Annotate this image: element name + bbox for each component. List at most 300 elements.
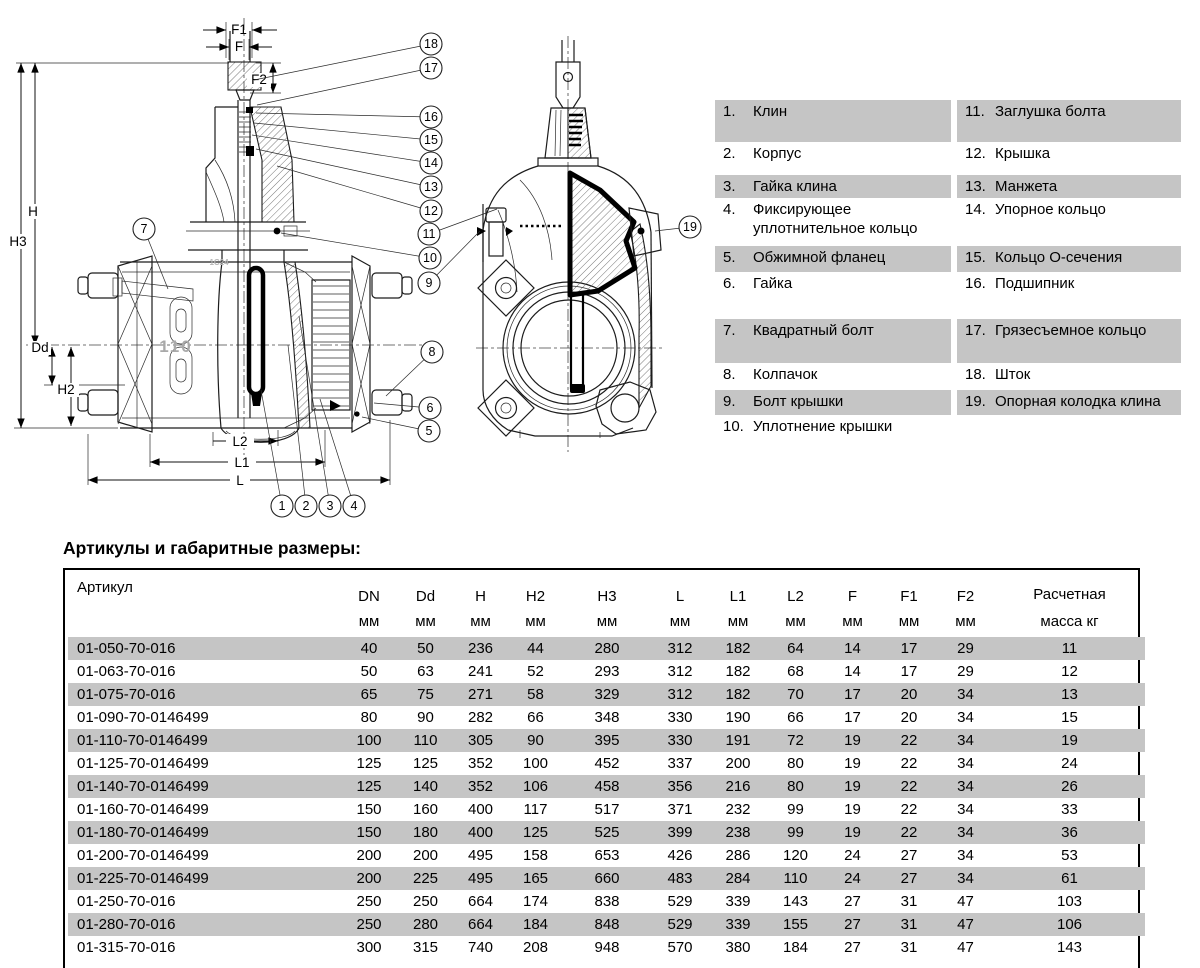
cell-h3: 452 <box>594 755 620 772</box>
parts-list-row <box>715 142 1181 175</box>
svg-text:5: 5 <box>425 424 433 439</box>
part-item-9 <box>715 390 951 415</box>
cell-l2: 184 <box>782 939 809 956</box>
parts-list-row <box>715 415 1181 445</box>
cell-f: 19 <box>844 824 861 841</box>
cell-l: 529 <box>667 893 693 910</box>
cell-f1: 27 <box>900 847 918 864</box>
cell-h3: 660 <box>594 870 620 887</box>
cell-h2: 106 <box>522 778 549 795</box>
svg-text:13: 13 <box>424 180 438 195</box>
cell-artikul: 01-063-70-016 <box>77 663 176 680</box>
col-header-h3: H3 <box>597 587 617 605</box>
dim-label-dd: Dd <box>31 340 49 355</box>
unit-header: мм <box>415 613 436 631</box>
callout-18 <box>254 33 442 80</box>
cell-dn: 150 <box>356 801 382 818</box>
part-item-11 <box>957 100 1181 142</box>
cell-mass: 19 <box>1061 732 1078 749</box>
cell-l1: 216 <box>725 778 751 795</box>
cell-f1: 20 <box>900 686 918 703</box>
part-item-2 <box>715 142 951 175</box>
cell-h2: 125 <box>522 824 549 841</box>
cell-mass: 106 <box>1056 916 1083 933</box>
svg-text:2: 2 <box>302 499 310 514</box>
parts-list-row <box>715 390 1181 415</box>
svg-text:16: 16 <box>424 110 438 125</box>
body-marking: 110 <box>159 337 193 356</box>
cell-l1: 339 <box>725 893 751 910</box>
cell-artikul: 01-140-70-0146499 <box>77 778 209 795</box>
cell-f1: 17 <box>900 663 918 680</box>
cell-h3: 293 <box>594 663 620 680</box>
cell-h: 352 <box>467 755 494 772</box>
col-header-l: L <box>675 587 685 605</box>
cell-h2: 208 <box>522 939 549 956</box>
cell-h2: 66 <box>527 709 544 726</box>
cell-h: 740 <box>467 939 494 956</box>
cell-mass: 103 <box>1056 893 1083 910</box>
cell-dn: 100 <box>356 732 382 749</box>
col-header-f: F <box>847 587 858 605</box>
table-row-01-075-70-016 <box>68 683 1145 706</box>
cell-dd: 90 <box>417 709 434 726</box>
svg-text:10: 10 <box>423 251 437 266</box>
cell-l: 330 <box>667 709 693 726</box>
cell-f1: 22 <box>900 732 918 749</box>
cell-dn: 125 <box>356 755 382 772</box>
parts-list-row <box>715 319 1181 363</box>
parts-list <box>715 100 1181 445</box>
cell-h2: 165 <box>522 870 549 887</box>
col-header-h: H <box>475 587 486 605</box>
cell-f: 24 <box>844 870 861 887</box>
dim-label-h2: H2 <box>57 382 75 397</box>
cell-f2: 34 <box>957 847 974 864</box>
cell-h3: 395 <box>594 732 620 749</box>
cell-h2: 174 <box>522 893 549 910</box>
cell-h: 400 <box>467 824 494 841</box>
col-header-l2: L2 <box>787 587 804 605</box>
right-compression-flange <box>352 256 370 432</box>
cell-h3: 838 <box>594 893 620 910</box>
bonnet-bolt <box>274 228 281 235</box>
parts-list-row <box>715 175 1181 198</box>
cell-dd: 225 <box>412 870 439 887</box>
cell-h: 271 <box>467 686 494 703</box>
cell-f2: 34 <box>957 870 974 887</box>
part-number: 14. <box>965 201 986 218</box>
cell-h: 400 <box>467 801 494 818</box>
cell-f2: 34 <box>957 801 974 818</box>
cell-dn: 200 <box>356 847 382 864</box>
table-row-01-225-70-0146499 <box>68 867 1145 890</box>
col-header-artikul: Артикул <box>77 579 133 596</box>
cell-dn: 250 <box>356 916 382 933</box>
cell-l: 371 <box>667 801 693 818</box>
cell-dn: 300 <box>356 939 382 956</box>
cell-h2: 52 <box>527 663 544 680</box>
cell-dn: 80 <box>360 709 378 726</box>
cell-f1: 27 <box>900 870 918 887</box>
svg-text:14: 14 <box>424 156 438 171</box>
cell-f: 24 <box>844 847 861 864</box>
part-number: 18. <box>965 366 986 383</box>
wedge <box>249 268 263 394</box>
svg-text:18: 18 <box>424 37 438 52</box>
square-bolt <box>122 281 193 301</box>
part-number: 12. <box>965 145 986 162</box>
table-header-row <box>68 572 1145 607</box>
table-title: Артикулы и габаритные размеры: <box>63 538 361 558</box>
cell-f2: 29 <box>957 640 974 657</box>
parts-list-row <box>715 272 1181 319</box>
cell-artikul: 01-315-70-016 <box>77 939 176 956</box>
part-label: Болт крышки <box>753 393 844 410</box>
cell-l1: 182 <box>725 686 751 703</box>
cell-f1: 17 <box>900 640 918 657</box>
unit-header: мм <box>596 613 618 631</box>
cell-f: 27 <box>844 916 861 933</box>
cell-dd: 280 <box>412 916 439 933</box>
cell-l2: 72 <box>787 732 804 749</box>
cell-dd: 75 <box>417 686 434 703</box>
cell-h3: 280 <box>594 640 620 657</box>
cell-dn: 150 <box>356 824 382 841</box>
cell-f1: 31 <box>900 916 918 933</box>
cell-h: 495 <box>467 870 494 887</box>
part-item-10 <box>715 415 951 445</box>
unit-header: мм <box>358 613 380 631</box>
dim-label-h3: H3 <box>9 234 27 249</box>
part-label: Корпус <box>753 145 802 162</box>
cell-l2: 70 <box>787 686 804 703</box>
cell-f: 17 <box>844 686 861 703</box>
cell-f: 19 <box>844 778 861 795</box>
cell-h3: 848 <box>594 916 620 933</box>
part-label: Упорное кольцо <box>995 201 1106 218</box>
svg-text:17: 17 <box>424 61 438 76</box>
part-number: 17. <box>965 322 986 339</box>
cell-l: 330 <box>667 732 693 749</box>
table-row-01-063-70-016 <box>68 660 1145 683</box>
part-item-4 <box>715 198 951 246</box>
cell-mass: 11 <box>1061 640 1078 657</box>
mass-header-line: Расчетная <box>1033 586 1106 603</box>
cell-h: 282 <box>467 709 494 726</box>
cell-h2: 58 <box>527 686 544 703</box>
cell-f: 14 <box>844 663 861 680</box>
part-number: 19. <box>965 393 986 410</box>
cell-f: 19 <box>844 801 861 818</box>
part-item-18 <box>957 363 1181 390</box>
callout-8 <box>386 341 443 396</box>
cell-f: 14 <box>844 640 861 657</box>
svg-text:11: 11 <box>422 227 436 242</box>
part-item-13 <box>957 175 1181 198</box>
part-item-16 <box>957 272 1181 319</box>
unit-header: мм <box>955 613 976 631</box>
cell-h: 305 <box>467 732 494 749</box>
cell-mass: 53 <box>1061 847 1078 864</box>
cell-l2: 143 <box>782 893 809 910</box>
cell-dd: 250 <box>412 893 439 910</box>
cell-artikul: 01-180-70-0146499 <box>77 824 209 841</box>
svg-text:12: 12 <box>424 204 438 219</box>
part-number: 7. <box>723 322 736 339</box>
valve-section-view <box>26 18 424 462</box>
svg-text:8: 8 <box>428 345 436 360</box>
col-header-dd: Dd <box>415 587 436 605</box>
cell-dd: 140 <box>412 778 439 795</box>
table-row-01-180-70-0146499 <box>68 821 1145 844</box>
svg-text:1: 1 <box>278 499 286 514</box>
part-label: Квадратный болт <box>753 322 874 339</box>
unit-header: мм <box>669 613 691 631</box>
table-row-01-250-70-016 <box>68 890 1145 913</box>
part-number: 9. <box>723 393 736 410</box>
table-row-01-160-70-0146499 <box>68 798 1145 821</box>
cell-mass: 61 <box>1061 870 1078 887</box>
cell-l1: 200 <box>725 755 751 772</box>
table-row-01-090-70-0146499 <box>68 706 1145 729</box>
callout-7 <box>133 218 168 289</box>
cell-dd: 200 <box>412 847 439 864</box>
cell-dn: 50 <box>360 663 378 680</box>
cell-mass: 12 <box>1061 663 1078 680</box>
part-label: Колпачок <box>753 366 818 383</box>
cell-l2: 80 <box>787 755 804 772</box>
svg-text:15: 15 <box>424 133 438 148</box>
part-number: 16. <box>965 275 986 292</box>
cell-l: 312 <box>667 663 693 680</box>
callout-19 <box>655 216 701 238</box>
cell-l2: 66 <box>787 709 804 726</box>
cell-f1: 31 <box>900 939 918 956</box>
part-label: Заглушка болта <box>995 103 1106 120</box>
cell-artikul: 01-110-70-0146499 <box>77 732 208 749</box>
cell-l: 483 <box>667 870 693 887</box>
cell-f2: 47 <box>957 939 974 956</box>
dimensions-table-box <box>63 568 1140 968</box>
cell-dn: 40 <box>360 640 378 657</box>
part-item-17 <box>957 319 1181 363</box>
callout-10 <box>281 233 441 269</box>
cell-h2: 184 <box>522 916 549 933</box>
cell-h3: 653 <box>594 847 620 864</box>
parts-list-row <box>715 246 1181 272</box>
part-label: Манжета <box>995 178 1058 195</box>
cell-f1: 20 <box>900 709 918 726</box>
cell-dd: 315 <box>412 939 439 956</box>
part-number: 6. <box>723 275 736 292</box>
cell-l1: 232 <box>725 801 751 818</box>
cell-artikul: 01-125-70-0146499 <box>77 755 209 772</box>
cell-f1: 31 <box>900 893 918 910</box>
cell-h3: 948 <box>594 939 620 956</box>
callout-1 <box>261 390 293 517</box>
cell-l2: 64 <box>787 640 804 657</box>
cell-h: 495 <box>467 847 494 864</box>
cell-l: 399 <box>667 824 693 841</box>
table-row-01-125-70-0146499 <box>68 752 1145 775</box>
cell-dn: 200 <box>356 870 382 887</box>
callout-5 <box>362 417 440 442</box>
dimensions-section <box>63 538 1140 968</box>
cell-l1: 286 <box>725 847 751 864</box>
cell-l1: 380 <box>725 939 751 956</box>
part-label: Грязесъемное кольцо <box>995 322 1147 339</box>
cell-l2: 110 <box>783 870 808 887</box>
cell-dd: 50 <box>417 640 434 657</box>
unit-header: мм <box>842 613 863 631</box>
cell-h2: 158 <box>522 847 549 864</box>
cell-f: 27 <box>844 939 861 956</box>
cell-dd: 160 <box>412 801 439 818</box>
part-number: 1. <box>723 103 736 120</box>
part-label: Шток <box>995 366 1031 383</box>
part-number: 8. <box>723 366 736 383</box>
callout-12 <box>277 166 442 222</box>
dim-label-f1: F1 <box>231 22 247 37</box>
part-label: Гайка клина <box>753 178 837 195</box>
part-label: Фиксирующее уплотнительное кольцо <box>753 201 918 237</box>
col-header-h2: H2 <box>525 587 546 605</box>
cell-mass: 33 <box>1061 801 1078 818</box>
dim-label-f2: F2 <box>251 72 267 87</box>
col-header-f1: F1 <box>900 587 918 605</box>
parts-list-row <box>715 198 1181 246</box>
cell-dd: 180 <box>412 824 439 841</box>
cell-l1: 191 <box>725 732 751 749</box>
cell-artikul: 01-225-70-0146499 <box>77 870 209 887</box>
part-item-14 <box>957 198 1181 246</box>
parts-list-row <box>715 100 1181 142</box>
dim-label-l1: L1 <box>234 455 250 470</box>
dim-label-l2: L2 <box>232 434 248 449</box>
cell-h: 664 <box>467 916 494 933</box>
table-row-01-200-70-0146499 <box>68 844 1145 867</box>
cell-h3: 517 <box>594 801 620 818</box>
table-row-01-050-70-016 <box>68 637 1145 660</box>
part-item-1 <box>715 100 951 142</box>
cell-artikul: 01-075-70-016 <box>77 686 176 703</box>
dim-label-f: F <box>234 39 244 54</box>
cell-dn: 125 <box>356 778 382 795</box>
part-number: 3. <box>723 178 736 195</box>
cell-h2: 117 <box>523 801 548 818</box>
unit-header: мм <box>785 613 806 631</box>
svg-text:6: 6 <box>426 401 434 416</box>
cell-l: 570 <box>667 939 693 956</box>
part-label: Кольцо О-сечения <box>995 249 1123 266</box>
cell-h2: 100 <box>522 755 549 772</box>
cast-marking: 1C24 <box>209 258 229 267</box>
cell-h3: 525 <box>594 824 620 841</box>
cell-l1: 339 <box>725 916 751 933</box>
parts-list-row <box>715 363 1181 390</box>
cell-artikul: 01-050-70-016 <box>77 640 176 657</box>
cell-l2: 99 <box>787 824 804 841</box>
cell-l2: 80 <box>787 778 804 795</box>
svg-text:9: 9 <box>425 276 433 291</box>
cell-f2: 34 <box>957 709 974 726</box>
dim-label-h: H <box>28 204 38 219</box>
callout-6 <box>374 397 441 419</box>
cell-l: 312 <box>667 686 693 703</box>
cell-h2: 44 <box>527 640 544 657</box>
col-header-mass <box>994 572 1145 637</box>
cell-f: 19 <box>844 732 861 749</box>
part-item-6 <box>715 272 951 319</box>
part-number: 15. <box>965 249 986 266</box>
part-item-7 <box>715 319 951 363</box>
part-number: 4. <box>723 201 736 218</box>
valve-technical-drawing <box>0 0 720 535</box>
part-item-empty <box>957 415 1181 445</box>
part-item-3 <box>715 175 951 198</box>
col-header-f2: F2 <box>956 587 975 605</box>
cell-artikul: 01-280-70-016 <box>77 916 176 933</box>
part-label: Подшипник <box>995 275 1075 292</box>
cell-dn: 65 <box>360 686 378 703</box>
part-item-12 <box>957 142 1181 175</box>
cell-f: 17 <box>844 709 861 726</box>
part-label: Уплотнение крышки <box>753 418 893 435</box>
part-item-15 <box>957 246 1181 272</box>
part-item-8 <box>715 363 951 390</box>
cell-artikul: 01-200-70-0146499 <box>77 847 209 864</box>
cell-h3: 348 <box>594 709 620 726</box>
svg-text:4: 4 <box>350 499 358 514</box>
cell-l1: 182 <box>725 663 751 680</box>
cell-l: 426 <box>667 847 693 864</box>
svg-text:3: 3 <box>326 499 334 514</box>
dim-label-l: L <box>236 473 244 488</box>
table-row-01-110-70-0146499 <box>68 729 1145 752</box>
cell-artikul: 01-250-70-016 <box>77 893 176 910</box>
part-number: 5. <box>723 249 736 266</box>
cell-f2: 34 <box>957 732 974 749</box>
cell-l: 356 <box>667 778 693 795</box>
cell-f2: 29 <box>957 663 974 680</box>
part-label: Крышка <box>995 145 1051 162</box>
cell-l1: 284 <box>725 870 751 887</box>
valve-front-view <box>476 36 664 452</box>
svg-text:19: 19 <box>683 220 697 235</box>
unit-header: мм <box>525 613 546 631</box>
cell-mass: 24 <box>1061 755 1078 772</box>
cell-mass: 15 <box>1061 709 1078 726</box>
cell-h3: 458 <box>594 778 620 795</box>
cell-l2: 155 <box>782 916 809 933</box>
unit-header: мм <box>470 613 491 631</box>
cell-artikul: 01-160-70-0146499 <box>77 801 209 818</box>
cell-f1: 22 <box>900 824 918 841</box>
cell-l: 337 <box>667 755 693 772</box>
table-row-01-315-70-016 <box>68 936 1145 959</box>
cell-f1: 22 <box>900 755 918 772</box>
wedge-section <box>570 173 635 295</box>
col-header-l1: L1 <box>729 587 747 605</box>
part-number: 13. <box>965 178 986 195</box>
cell-l1: 182 <box>725 640 751 657</box>
cell-h: 352 <box>467 778 494 795</box>
cell-f1: 22 <box>900 801 918 818</box>
unit-header: мм <box>727 613 749 631</box>
cell-h: 236 <box>467 640 494 657</box>
mass-header-line: масса кг <box>1040 613 1099 630</box>
